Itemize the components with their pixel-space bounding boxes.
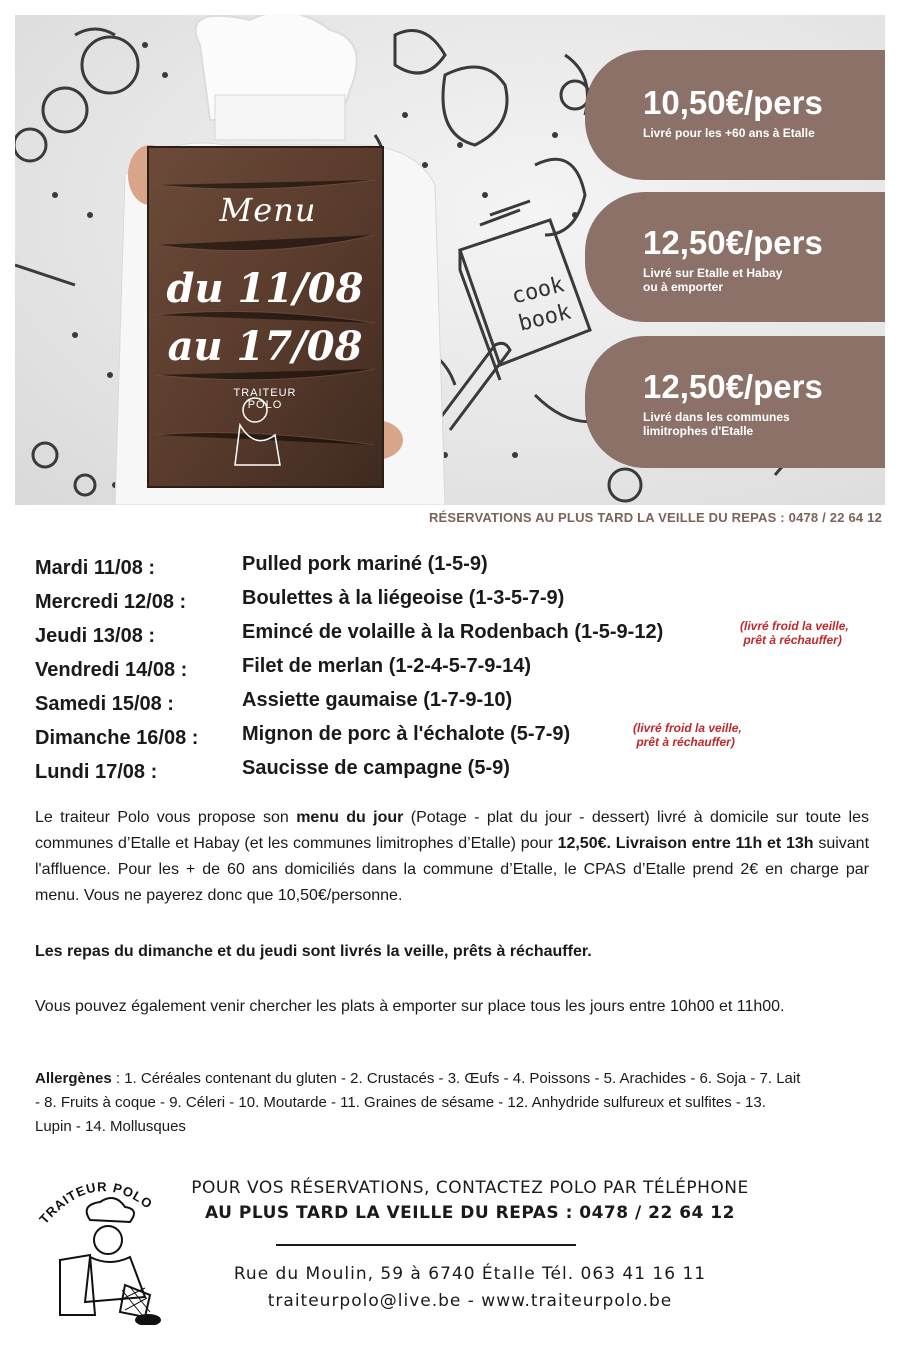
menu-dish: Pulled pork mariné (1-5-9) xyxy=(242,553,488,575)
price-note: Livré dans les communes limitrophes d'Etalle xyxy=(643,410,790,438)
board-menu-title: Menu xyxy=(219,191,317,229)
price-card xyxy=(585,336,885,468)
intro-text: suivant l'affluence. Pour les + de 60 ans domiciliés dans la commune d’Etalle, le CPAS d’Etalle prend 2€ en charge par menu. Vous ne payerez donc que 10,50€/personne. xyxy=(35,835,870,904)
allergens-text: : 1. Céréales contenant du gluten - 2. Crustacés - 3. Œufs - 4. Poissons - 5. Arachides - 6. Soja - 7. Lait - 8. Fruits à coque - 9. Céleri - 10. Moutarde - 11. Graines de sésame - 12. Anhydride sulfureux et sulfites - 13. Lupin - 14. Mollusques xyxy=(35,1070,801,1135)
traiteur-polo-logo xyxy=(30,1165,170,1325)
allergens-list xyxy=(35,1067,805,1139)
board-date-from: du 11/08 xyxy=(166,265,364,312)
price-amount: 12,50€/pers xyxy=(643,368,823,405)
delivery-note: Les repas du dimanche et du jeudi sont livrés la veille, prêts à réchauffer. xyxy=(35,943,592,960)
price-amount: 12,50€/pers xyxy=(643,224,823,261)
menu-dish: Mignon de porc à l'échalote (5-7-9) xyxy=(242,723,571,745)
price-note: Livré sur Etalle et Habay ou à emporter xyxy=(643,266,783,294)
price-note: Livré pour les +60 ans à Etalle xyxy=(643,126,815,140)
menu-dish: Assiette gaumaise (1-7-9-10) xyxy=(242,689,513,711)
menu-dish: Filet de merlan (1-2-4-5-7-9-14) xyxy=(242,655,531,677)
menu-row xyxy=(35,757,885,791)
menu-day: Lundi 17/08 : xyxy=(35,761,158,783)
price-amount: 10,50€/pers xyxy=(643,84,823,121)
board-logo-text: TRAITEUR POLO xyxy=(233,387,297,411)
menu-row xyxy=(35,689,885,723)
intro-bold: 12,50€. xyxy=(557,835,611,852)
menu-day: Mercredi 12/08 : xyxy=(35,591,187,613)
board-date-to: au 17/08 xyxy=(167,323,363,370)
menu-row xyxy=(35,655,885,689)
menu-day: Dimanche 16/08 : xyxy=(35,727,199,749)
contact-line: POUR VOS RÉSERVATIONS, CONTACTEZ POLO PAR TÉLÉPHONE xyxy=(191,1178,749,1198)
price-card xyxy=(585,192,885,322)
weekly-menu xyxy=(35,553,885,791)
reheat-warning: (livré froid la veille, prêt à réchauffer) xyxy=(740,619,849,647)
intro-paragraph xyxy=(35,805,869,909)
chef-logo-icon xyxy=(30,1165,170,1325)
reservation-banner: RÉSERVATIONS AU PLUS TARD LA VEILLE DU REPAS : 0478 / 22 64 12 xyxy=(428,510,882,525)
intro-bold: Livraison entre 11h et 13h xyxy=(615,835,814,852)
intro-text: Le traiteur Polo vous propose son xyxy=(35,809,297,826)
contact-web: traiteurpolo@live.be - www.traiteurpolo.be xyxy=(267,1291,673,1311)
menu-day: Vendredi 14/08 : xyxy=(35,659,188,681)
intro-text: (Potage - plat du jour - dessert) livré à domicile sur toute les communes d’Etalle et Habay (et les communes limitrophes d’Etalle) pour xyxy=(35,809,870,852)
cook-book-line: book xyxy=(516,299,574,337)
contact-phone: AU PLUS TARD LA VEILLE DU REPAS : 0478 / 22 64 12 xyxy=(205,1203,735,1223)
menu-dish: Boulettes à la liégeoise (1-3-5-7-9) xyxy=(242,587,565,609)
logo-arc-text: TRAITEUR POLO xyxy=(36,1179,156,1227)
price-card xyxy=(585,50,885,180)
allergens-label: Allergènes xyxy=(35,1070,112,1087)
menu-row xyxy=(35,553,885,587)
menu-day: Samedi 15/08 : xyxy=(35,693,174,715)
menu-row xyxy=(35,587,885,621)
menu-dish: Saucisse de campagne (5-9) xyxy=(242,757,510,779)
menu-dish: Emincé de volaille à la Rodenbach (1-5-9-12) xyxy=(242,621,664,643)
menu-row xyxy=(35,723,885,757)
cook-book-line: cook xyxy=(509,272,567,310)
divider xyxy=(276,1244,576,1246)
reheat-warning: (livré froid la veille, prêt à réchauffer) xyxy=(633,721,742,749)
intro-bold: menu du jour xyxy=(296,809,404,826)
pickup-paragraph: Vous pouvez également venir chercher les plats à emporter sur place tous les jours entre 10h00 et 11h00. xyxy=(35,998,785,1015)
menu-day: Mardi 11/08 : xyxy=(35,557,156,579)
contact-address: Rue du Moulin, 59 à 6740 Étalle Tél. 063 41 16 11 xyxy=(233,1264,707,1284)
menu-day: Jeudi 13/08 : xyxy=(35,625,156,647)
